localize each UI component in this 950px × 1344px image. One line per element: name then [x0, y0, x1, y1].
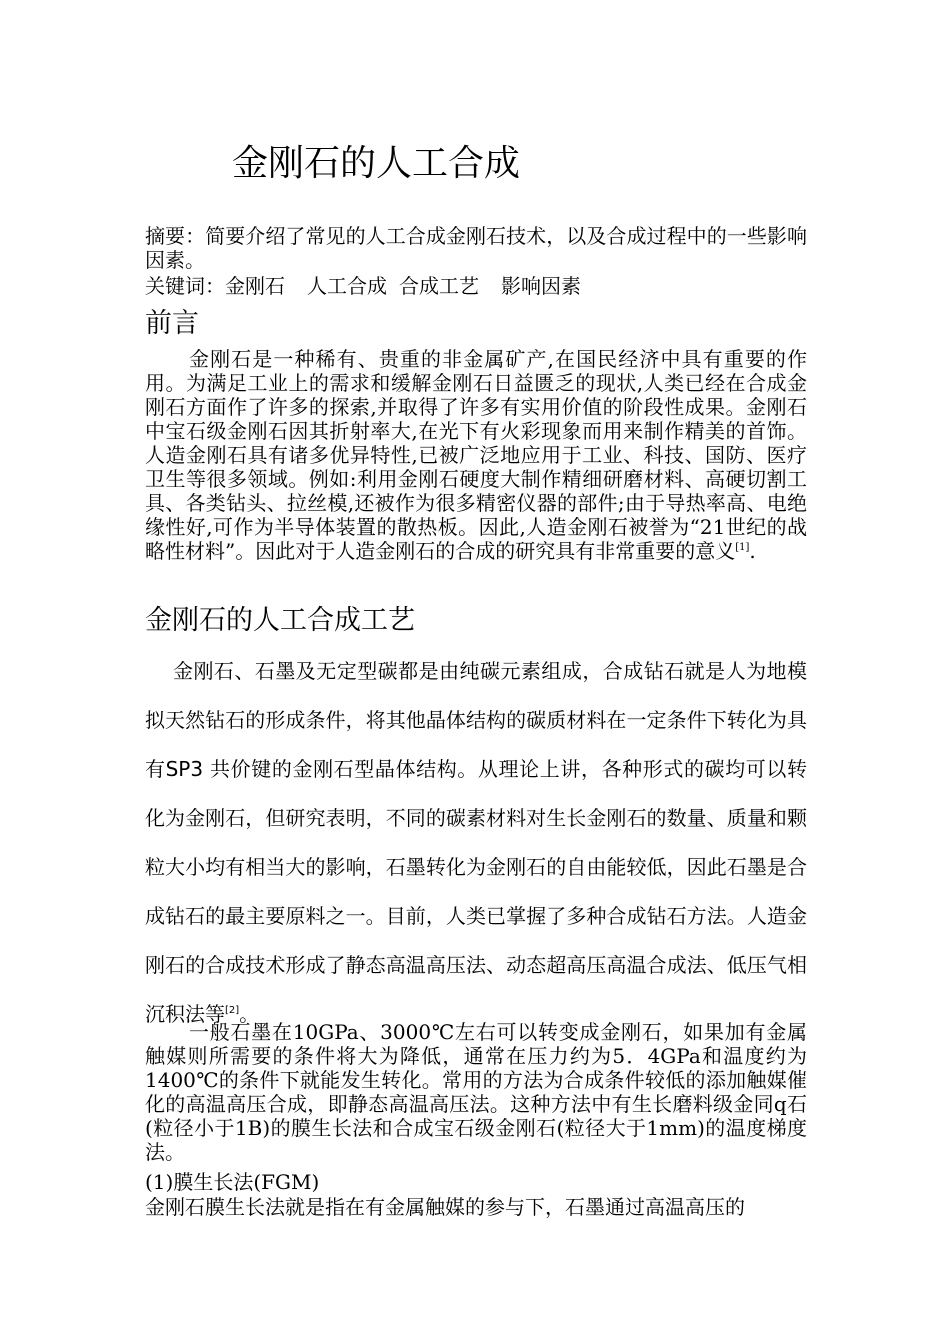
preface-paragraph-tail: . [749, 539, 756, 563]
section-heading-preface: 前言 [145, 308, 199, 339]
preface-paragraph-text: 金刚石是一种稀有、贵重的非金属矿产,在国民经济中具有重要的作用。为满足工业上的需求和缓解金刚石日益匮乏的现状,人类已经在合成金刚石方面作了许多的探索,并取得了许多有实用价值的阶段性成果。金刚石中宝石级金刚石因其折射率大,在光下有火彩现象而用来制作精美的首饰。人造金刚石具有诸多优异特性,已被广泛地应用于工业、科技、国防、医疗卫生等很多领域。例如:利用金刚石硬度大制作精细研磨材料、高硬切割工具、各类钻头、拉丝模,还被作为很多精密仪器的部件;由于导热率高、电绝缘性好,可作为半导体装置的散热板。因此,人造金刚石被誉为“21世纪的战略性材料”。因此对于人造金刚石的合成的研究具有非常重要的意义 [145, 347, 807, 563]
keywords-label: 关键词： [145, 274, 225, 298]
page-title: 金刚石的人工合成 [232, 143, 521, 184]
process-paragraph-1 [145, 647, 807, 1039]
keyword-item: 人工合成 [307, 274, 387, 298]
process-paragraph-1-tail: 。 [239, 1002, 260, 1026]
keywords [145, 274, 807, 298]
abstract-label: 摘要： [145, 224, 206, 248]
keyword-item: 影响因素 [501, 274, 581, 298]
abstract-text: 简要介绍了常见的人工合成金刚石技术，以及合成过程中的一些影响因素。 [145, 224, 807, 272]
process-paragraph-3: 金刚石膜生长法就是指在有金属触媒的参与下，石墨通过高温高压的 [145, 1195, 745, 1219]
reference-marker: [2] [225, 1005, 240, 1016]
reference-marker: [1] [735, 542, 750, 553]
section-heading-process: 金刚石的人工合成工艺 [145, 605, 415, 636]
keyword-item: 金刚石 [225, 274, 285, 298]
keyword-item: 合成工艺 [399, 274, 479, 298]
process-paragraph-2: 一般石墨在10GPa、3000℃左右可以转变成金刚石，如果加有金属触媒则所需要的条件将大为降低，通常在压力约为5．4GPa和温度约为1400℃的条件下就能发生转化。常用的方法为合成条件较低的添加触媒催化的高温高压合成，即静态高温高压法。这种方法中有生长磨料级金同q石(粒径小于1B)的膜生长法和合成宝石级金刚石(粒径大于1mm)的温度梯度法。 [145, 1020, 807, 1164]
process-paragraph-1-serif: 人造金刚石的合成技术形成了静态高温高压法、动态超高压高温合成法、低压气相沉积法等 [145, 904, 807, 1026]
preface-paragraph [145, 347, 807, 563]
abstract [145, 224, 807, 272]
process-paragraph-1-text: 金刚石、石墨及无定型碳都是由纯碳元素组成，合成钻石就是人为地模拟天然钻石的形成条件，将其他晶体结构的碳质材料在一定条件下转化为具有SP3 共价键的金刚石型晶体结构。从理论上讲，各种形式的碳均可以转化为金刚石，但研究表明，不同的碳素材料对生长金刚石的数量、质量和颗粒大小均有相当大的影响，石墨转化为金刚石的自由能较低，因此石墨是合成钻石的最主要原料之一。目前，人类已掌握了多种合成钻石方法。 [145, 659, 807, 928]
subheading-fgm: (1)膜生长法(FGM) [145, 1170, 320, 1194]
